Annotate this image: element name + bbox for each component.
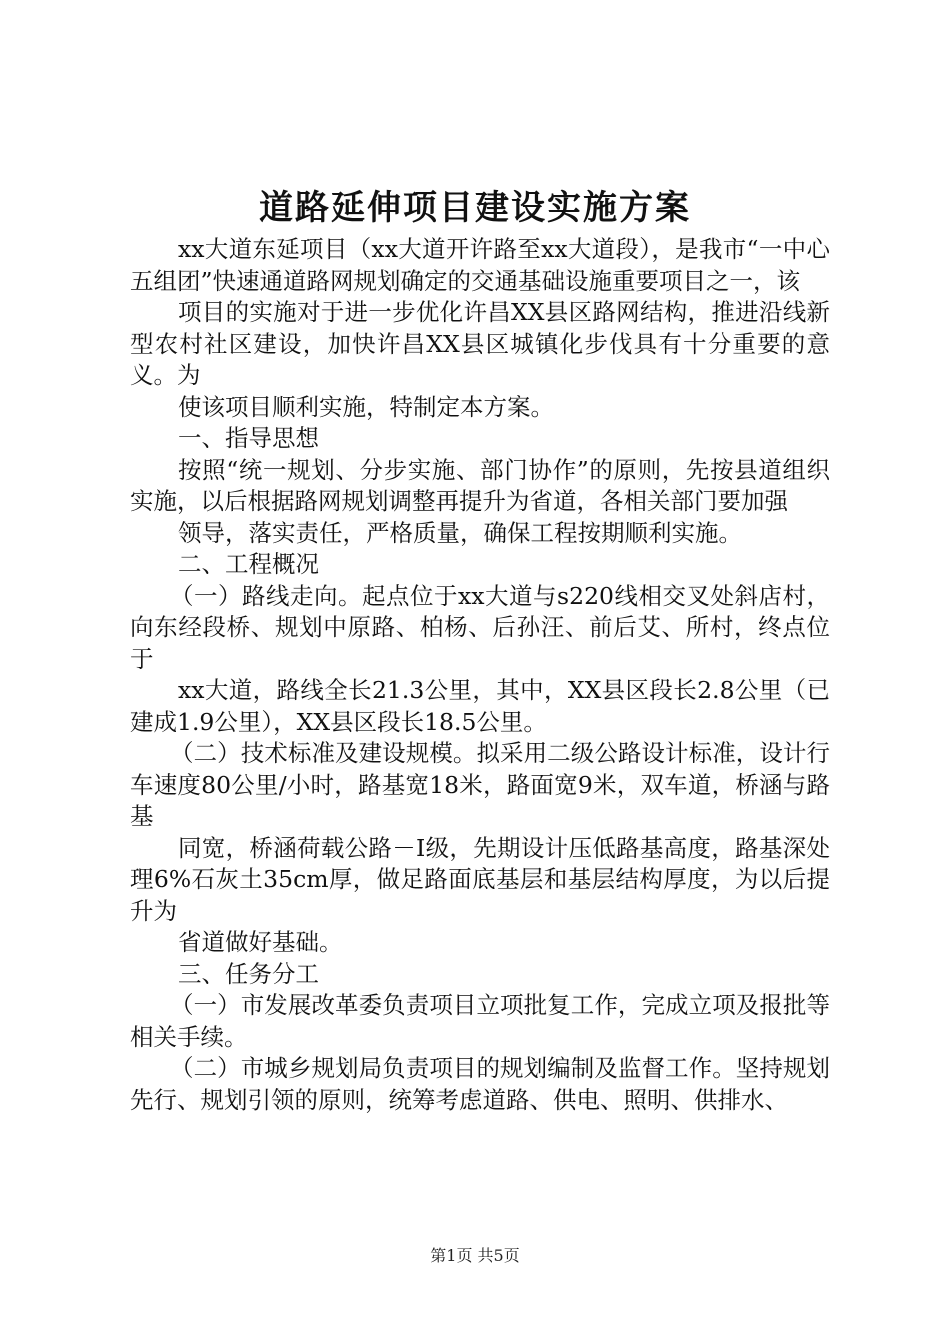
paragraph-purpose: 使该项目顺利实施，特制定本方案。 — [178, 392, 554, 421]
heading-guiding-thought: 一、指导思想 — [178, 424, 319, 452]
paragraph-technical-standard: （二）技术标准及建设规模。拟采用二级公路设计标准，设计行车速度80公里/小时，路基宽18米，路面宽9米，双车道，桥涵与路基 — [130, 739, 830, 830]
paragraph-planning-bureau: （二）市城乡规划局负责项目的规划编制及监督工作。坚持规划先行、规划引领的原则，统筹考虑道路、供电、照明、供排水、 — [130, 1054, 830, 1114]
paragraph-route-length: xx大道，路线全长21.3公里，其中，XX县区段长2.8公里（已建成1.9公里），XX县区段长18.5公里。 — [130, 676, 830, 736]
paragraph-provincial-road: 省道做好基础。 — [178, 928, 343, 956]
page-number: 第1页 共5页 — [430, 1246, 520, 1265]
document-body — [130, 234, 830, 1116]
paragraph-intro: xx大道东延项目（xx大道开许路至xx大道段），是我市“一中心五组团”快速通道路网规划确定的交通基础设施重要项目之一，该 — [130, 235, 830, 295]
paragraph-principle: 按照“统一规划、分步实施、部门协作”的原则，先按县道组织实施，以后根据路网规划调整再提升为省道，各相关部门要加强 — [130, 455, 830, 515]
heading-project-overview: 二、工程概况 — [178, 550, 319, 578]
document-title: 道路延伸项目建设实施方案 — [259, 188, 691, 228]
paragraph-bridge-load: 同宽，桥涵荷载公路－Ⅰ级，先期设计压低路基高度，路基深处理6%石灰土35cm厚，做足路面底基层和基层结构厚度，为以后提升为 — [130, 833, 830, 925]
paragraph-significance: 项目的实施对于进一步优化许昌XX县区路网结构，推进沿线新型农村社区建设，加快许昌XX县区城镇化步伐具有十分重要的意义。为 — [130, 298, 830, 389]
paragraph-route: （一）路线走向。起点位于xx大道与s220线相交叉处斜店村，向东经段桥、规划中原路、柏杨、后孙汪、前后艾、所村，终点位于 — [130, 581, 830, 673]
paragraph-leadership: 领导，落实责任，严格质量，确保工程按期顺利实施。 — [178, 518, 742, 547]
heading-task-division: 三、任务分工 — [178, 959, 319, 988]
paragraph-development-commission: （一）市发展改革委负责项目立项批复工作，完成立项及报批等相关手续。 — [130, 991, 830, 1051]
